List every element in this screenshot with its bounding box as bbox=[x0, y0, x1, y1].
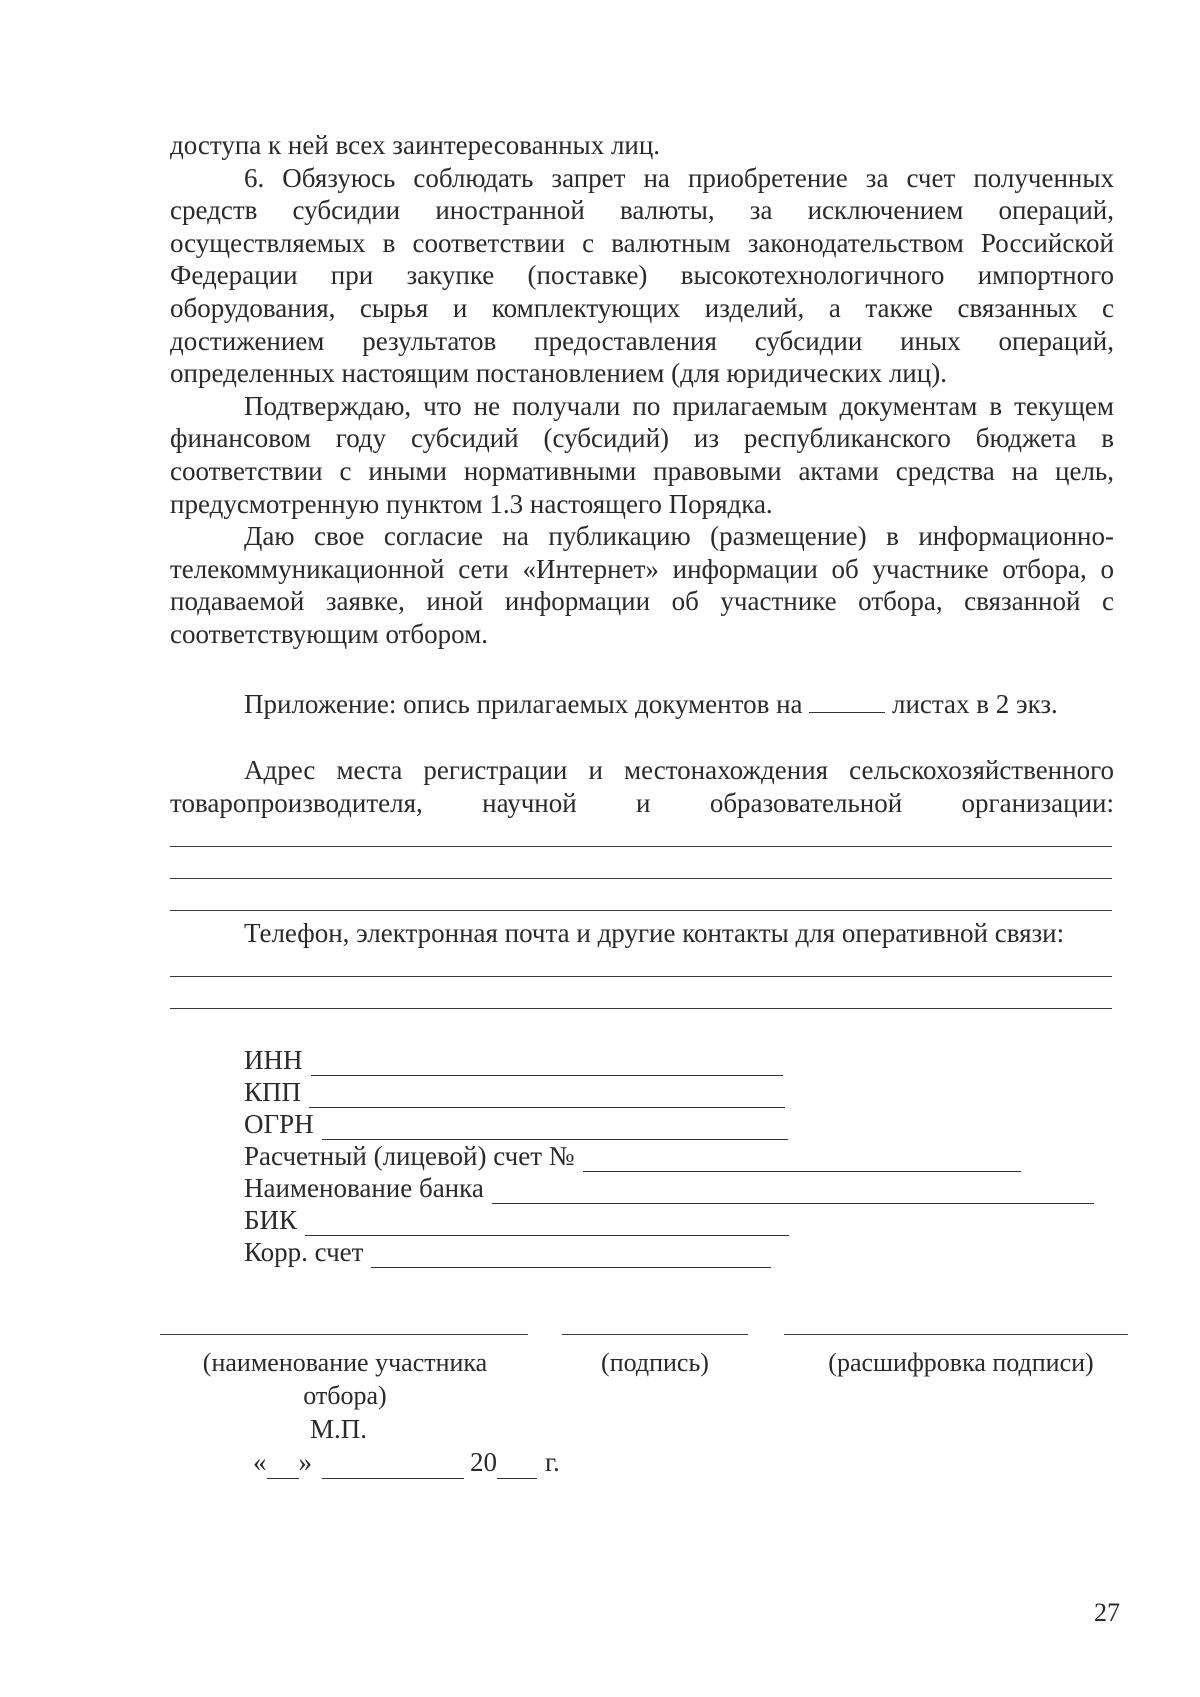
date-day-field[interactable] bbox=[267, 1454, 299, 1479]
bik-field[interactable] bbox=[305, 1211, 789, 1236]
bank-label: Наименование банка bbox=[244, 1173, 484, 1203]
contacts-field-line-2[interactable] bbox=[170, 1008, 1112, 1009]
body-text bbox=[170, 129, 1114, 651]
bik-label: БИК bbox=[244, 1205, 298, 1235]
kpp-label: КПП bbox=[244, 1077, 302, 1107]
corr-account-field[interactable] bbox=[371, 1243, 771, 1268]
decoding-caption: (расшифровка подписи) bbox=[828, 1348, 1094, 1377]
date-month-field[interactable] bbox=[322, 1454, 464, 1479]
account-label: Расчетный (лицевой) счет № bbox=[244, 1141, 575, 1171]
appendix-text-before: Приложение: опись прилагаемых документов на bbox=[244, 689, 803, 719]
signature-line[interactable] bbox=[562, 1334, 748, 1335]
sheets-count-field[interactable] bbox=[809, 690, 885, 713]
bank-field[interactable] bbox=[492, 1179, 1094, 1204]
account-row bbox=[244, 1140, 1021, 1172]
corr-label: Корр. счет bbox=[244, 1237, 364, 1267]
contacts-label: Телефон, электронная почта и другие контакты для оперативной связи: bbox=[244, 918, 1065, 948]
inn-row bbox=[244, 1044, 783, 1076]
date-year-field[interactable] bbox=[497, 1454, 537, 1479]
date-year-prefix: 20 bbox=[470, 1447, 497, 1477]
ogrn-field[interactable] bbox=[322, 1115, 788, 1140]
participant-name-line[interactable] bbox=[160, 1334, 528, 1335]
ogrn-label: ОГРН bbox=[244, 1109, 314, 1139]
paragraph-obligation-6: 6. Обязуюсь соблюдать запрет на приобретение за счет полученных средств субсидии иностранной валюты, за исключением операций, осуществляемых в соответствии с валютным законодательством Российской Федерации при закупке (поставке) высокотехнологичного импортного оборудования, сырья и комплектующих изделий, а также связанных с достижением результатов предоставления субсидии иных операций, определенных настоящим постановлением (для юридических лиц). bbox=[170, 162, 1114, 389]
kpp-row bbox=[244, 1076, 785, 1108]
date-open-quote: « bbox=[253, 1447, 267, 1477]
address-field-line-1[interactable] bbox=[170, 846, 1112, 847]
appendix-line bbox=[244, 688, 1058, 721]
date-close-quote: » bbox=[298, 1447, 312, 1477]
bank-row bbox=[244, 1172, 1094, 1204]
corr-row bbox=[244, 1236, 771, 1268]
paragraph-confirmation: Подтверждаю, что не получали по прилагаемым документам в текущем финансовом году субсидий (субсидий) из республиканского бюджета в соответствии с иными нормативными правовыми актами средства на цель, предусмотренную пунктом 1.3 настоящего Порядка. bbox=[170, 390, 1114, 519]
signature-decoding-line[interactable] bbox=[784, 1334, 1128, 1335]
paragraph-continuation: доступа к ней всех заинтересованных лиц. bbox=[170, 130, 661, 160]
page-number: 27 bbox=[1094, 1598, 1120, 1627]
paragraph-consent: Даю свое согласие на публикацию (размещение) в информационно-телекоммуникационной сети «Интернет» информации об участнике отбора, о подаваемой заявке, иной информации об участнике отбора, связанной с соответствующим отбором. bbox=[170, 521, 1114, 649]
bik-row bbox=[244, 1204, 789, 1236]
address-field-line-2[interactable] bbox=[170, 878, 1112, 879]
address-field-line-3[interactable] bbox=[170, 910, 1112, 911]
account-field[interactable] bbox=[583, 1147, 1021, 1172]
date-year-suffix: г. bbox=[545, 1447, 560, 1477]
signature-caption: (подпись) bbox=[601, 1348, 709, 1377]
contacts-field-line-1[interactable] bbox=[170, 976, 1112, 977]
inn-field[interactable] bbox=[311, 1051, 783, 1076]
ogrn-row bbox=[244, 1108, 788, 1140]
participant-caption: (наименование участника отбора) bbox=[202, 1348, 488, 1410]
date-row bbox=[253, 1446, 560, 1479]
stamp-placeholder: М.П. bbox=[310, 1414, 368, 1444]
address-block bbox=[170, 754, 1114, 819]
inn-label: ИНН bbox=[244, 1045, 303, 1075]
address-label: Адрес места регистрации и местонахождения сельскохозяйственного товаропроизводителя, научной и образовательной организации: bbox=[170, 755, 1114, 818]
appendix-text-after: листах в 2 экз. bbox=[892, 689, 1058, 719]
kpp-field[interactable] bbox=[309, 1083, 785, 1108]
